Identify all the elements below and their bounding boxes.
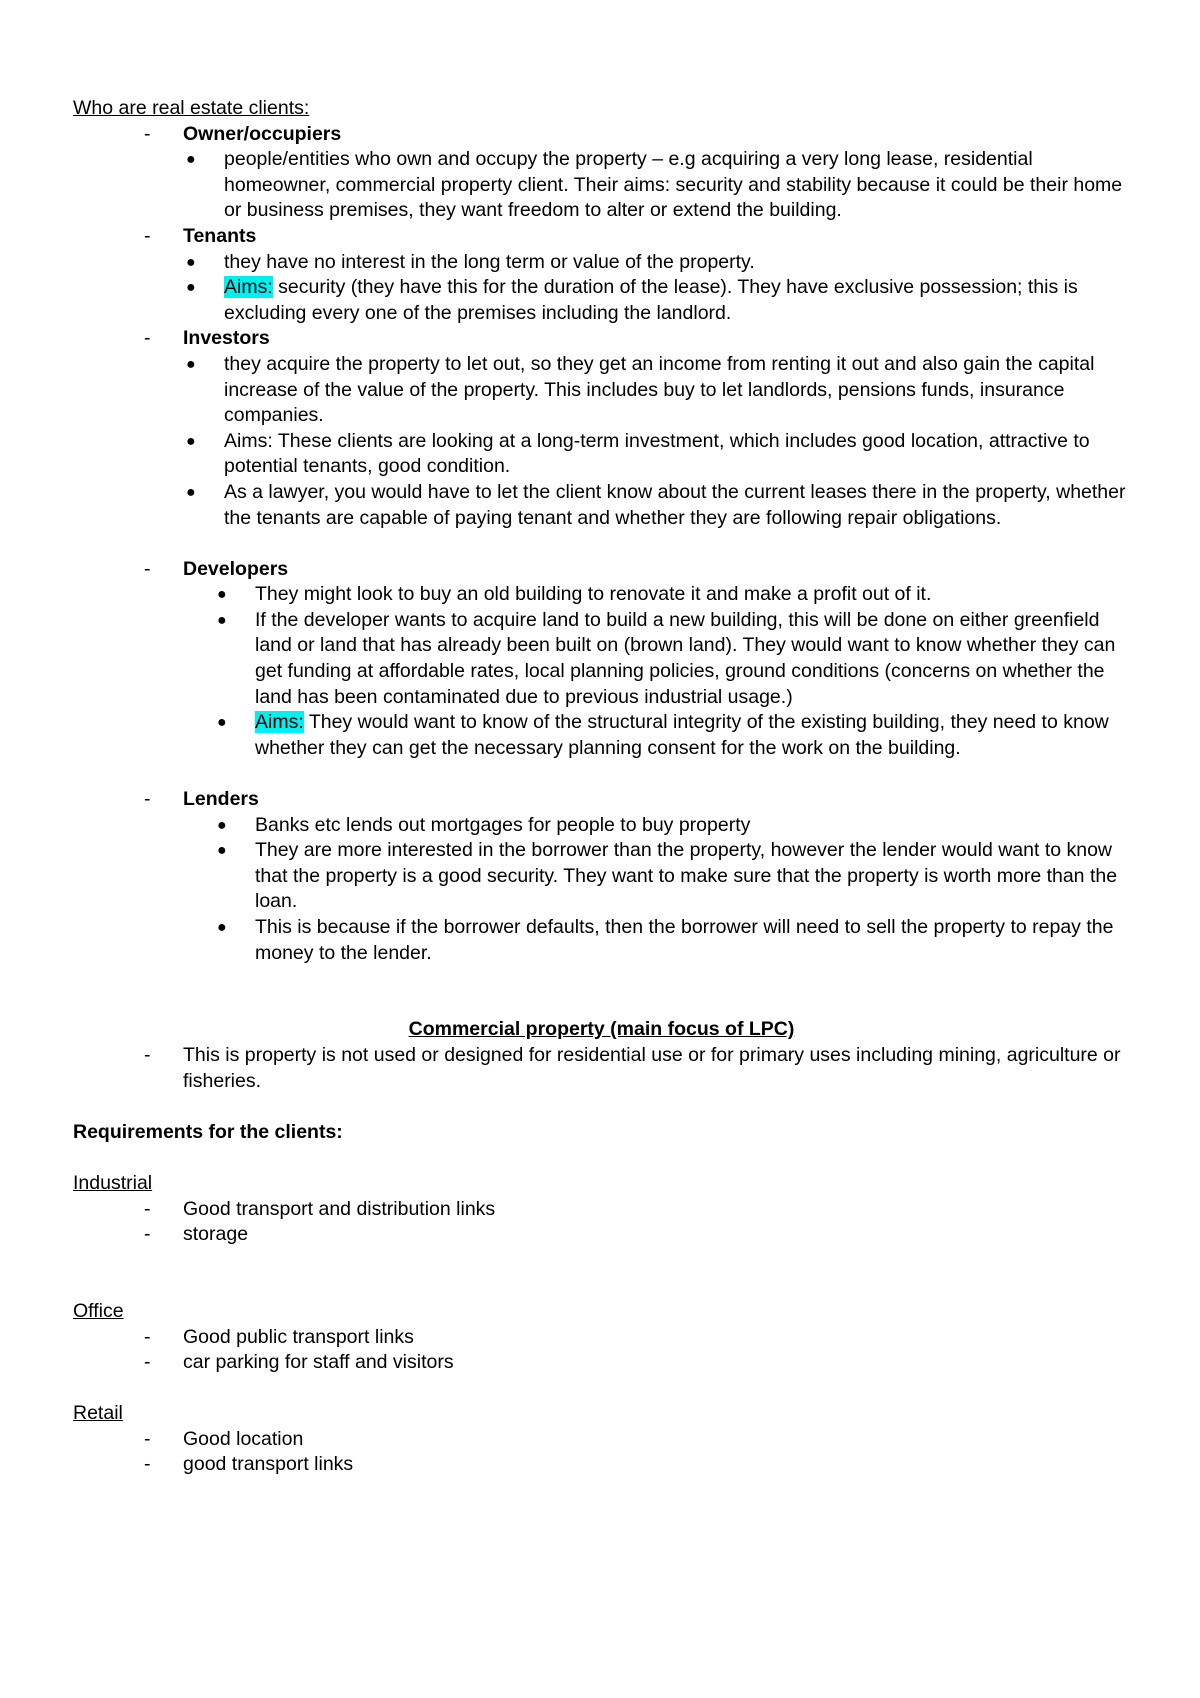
item-text: This is property is not used or designed for residential use or for primary uses including mining, agriculture or fisheries. [183, 1043, 1121, 1092]
retail-heading: Retail [73, 1402, 123, 1425]
section-title: Lenders [183, 788, 259, 811]
bullet-text: They would want to know of the structural integrity of the existing building, they need to know whether they can get the necessary planning consent for the work on the building. [255, 711, 1109, 759]
bullet-marker: ● [217, 714, 227, 732]
section-title: Investors [183, 327, 270, 350]
item-text: storage [183, 1223, 249, 1246]
section-lenders [73, 787, 1130, 813]
commercial-item [73, 1043, 1130, 1094]
dash-marker: - [144, 1453, 151, 1476]
section-tenants [73, 224, 1130, 250]
bullet-item [73, 915, 1130, 966]
bullet-text: security (they have this for the duration of the lease). They have exclusive possession; this is excluding every one of the premises including the landlord. [224, 276, 1078, 324]
spacer [73, 1145, 1130, 1171]
list-item [73, 1325, 1130, 1351]
item-text: Good transport and distribution links [183, 1197, 496, 1220]
bullet-item [73, 838, 1130, 915]
bullet-text: Aims: These clients are looking at a long-term investment, which includes good location, attractive to potential tenants, good condition. [224, 429, 1090, 478]
bullet-marker: ● [186, 355, 196, 373]
bullet-item [73, 429, 1130, 480]
bullet-marker: ● [217, 919, 227, 936]
industrial-heading-row [73, 1171, 1130, 1197]
bullet-text: people/entities who own and occupy the property – e.g acquiring a very long lease, residential homeowner, commercial property client. Their aims: security and stability because it could be their home or business premises, they want freedom to alter or extend the building. [224, 148, 1123, 222]
bullet-marker: ● [186, 483, 196, 501]
dash-marker: - [144, 557, 151, 580]
list-item [73, 1452, 1130, 1478]
bullet-item [73, 608, 1130, 710]
highlighted-label: Aims: [255, 711, 304, 734]
spacer [73, 761, 1130, 787]
spacer [73, 1376, 1130, 1402]
bullet-text: Banks etc lends out mortgages for people to buy property [255, 813, 751, 836]
bullet-item [73, 813, 1130, 839]
dash-marker: - [144, 224, 151, 247]
bullet-marker: ● [217, 816, 227, 834]
bullet-marker: ● [217, 611, 227, 629]
bullet-marker: ● [186, 432, 196, 450]
bullet-item [73, 147, 1130, 224]
doc-heading: Who are real estate clients: [73, 97, 310, 119]
section-investors [73, 326, 1130, 352]
dash-marker: - [144, 327, 151, 350]
requirements-heading: Requirements for the clients: [73, 1120, 343, 1143]
item-text: Good public transport links [183, 1325, 414, 1348]
section-developers [73, 557, 1130, 583]
bullet-text: As a lawyer, you would have to let the client know about the current leases there in the property, whether the tenants are capable of paying tenant and whether they are following repair obligations. [224, 480, 1126, 529]
spacer [73, 531, 1130, 557]
list-item [73, 1222, 1130, 1248]
dash-marker: - [144, 788, 151, 811]
bullet-text: They might look to buy an old building to renovate it and make a profit out of it. [255, 583, 932, 606]
section-owner-occupiers [73, 122, 1130, 148]
dash-marker: - [144, 1043, 151, 1066]
highlighted-label: Aims: [224, 276, 273, 299]
section-title: Developers [183, 557, 289, 580]
industrial-heading: Industrial [73, 1171, 153, 1194]
bullet-text: If the developer wants to acquire land to build a new building, this will be done on either greenfield land or land that has already been built on (brown land). They would want to know whether they can get funding at affordable rates, local planning policies, ground conditions (concerns on whether the land has been contaminated due to previous industrial usage.) [255, 608, 1116, 708]
spacer [73, 1094, 1130, 1120]
item-text: car parking for staff and visitors [183, 1351, 454, 1374]
item-text: good transport links [183, 1453, 354, 1476]
spacer [73, 1248, 1130, 1299]
section-title: Tenants [183, 224, 257, 247]
item-text: Good location [183, 1427, 304, 1450]
retail-heading-row [73, 1401, 1130, 1427]
bullet-item [73, 352, 1130, 429]
bullet-text: they acquire the property to let out, so they get an income from renting it out and also gain the capital increase of the value of the property. This includes buy to let landlords, pensions funds, insurance companies. [224, 352, 1095, 427]
bullet-marker: ● [217, 586, 227, 604]
spacer [73, 966, 1130, 1017]
bullet-item [73, 582, 1130, 608]
dash-marker: - [144, 1325, 151, 1348]
office-heading: Office [73, 1299, 124, 1322]
bullet-text: They are more interested in the borrower than the property, however the lender would want to know that the property is a good security. They want to make sure that the property is worth more than the loan. [255, 839, 1118, 913]
dash-marker: - [144, 122, 151, 145]
section-title: Owner/occupiers [183, 122, 342, 145]
office-heading-row [73, 1299, 1130, 1325]
bullet-marker: ● [186, 279, 196, 297]
bullet-marker: ● [186, 151, 196, 169]
list-item [73, 1427, 1130, 1453]
bullet-marker: ● [217, 842, 227, 860]
bullet-item [73, 275, 1130, 326]
dash-marker: - [144, 1197, 151, 1220]
list-item [73, 1197, 1130, 1223]
bullet-item [73, 710, 1130, 761]
dash-marker: - [144, 1351, 151, 1374]
bullet-text: This is because if the borrower defaults, then the borrower will need to sell the property to repay the money to the lender. [255, 916, 1114, 964]
bullet-marker: ● [186, 253, 196, 271]
dash-marker: - [144, 1223, 151, 1246]
dash-marker: - [144, 1427, 151, 1450]
commercial-heading: Commercial property (main focus of LPC) [408, 1018, 795, 1041]
list-item [73, 1350, 1130, 1376]
bullet-item [73, 480, 1130, 531]
bullet-item [73, 250, 1130, 276]
commercial-heading-row [73, 1017, 1130, 1043]
bullet-text: they have no interest in the long term or value of the property. [224, 250, 755, 273]
